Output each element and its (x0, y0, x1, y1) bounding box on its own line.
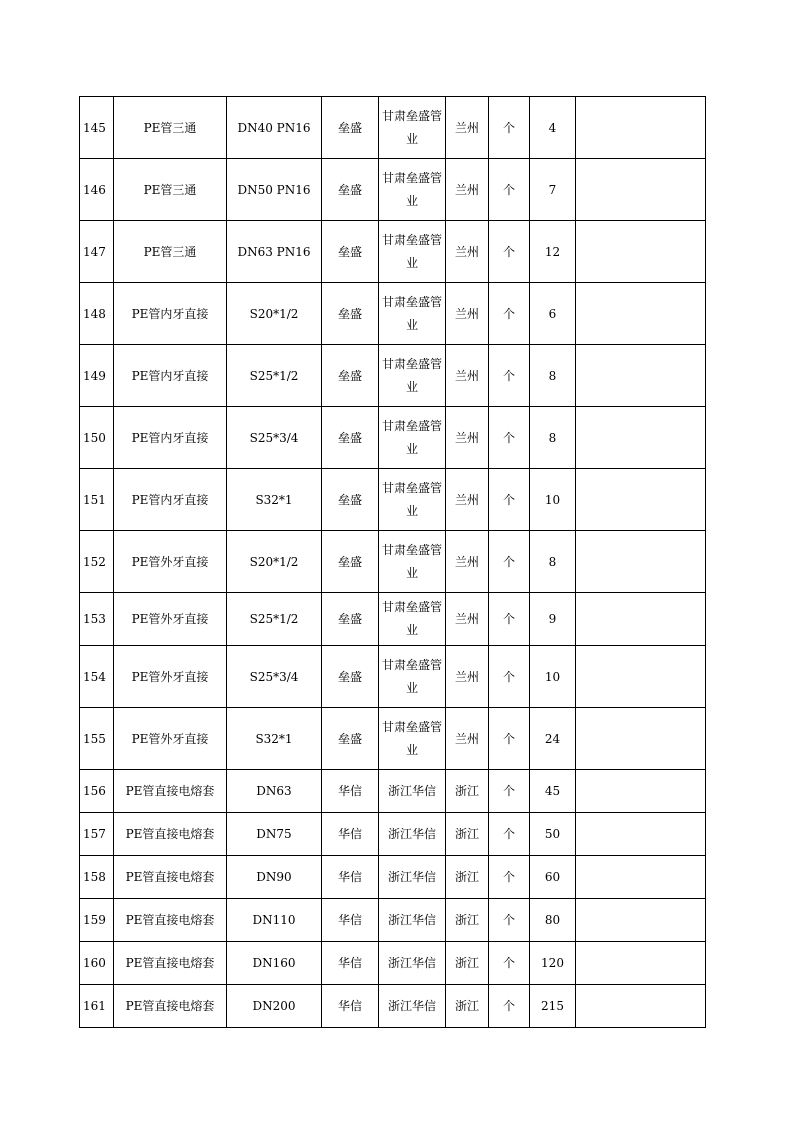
item-origin: 浙江 (446, 942, 489, 985)
item-spec: DN63 (227, 770, 322, 813)
item-maker: 浙江华信 (379, 856, 446, 899)
item-maker (379, 159, 446, 221)
table-row (80, 942, 706, 985)
item-origin: 兰州 (446, 407, 489, 469)
item-maker: 浙江华信 (379, 899, 446, 942)
item-brand: 垒盛 (322, 646, 379, 708)
row-number: 147 (80, 221, 114, 283)
item-spec: S25*1/2 (227, 345, 322, 407)
item-name: PE管外牙直接 (114, 593, 227, 646)
item-origin: 兰州 (446, 221, 489, 283)
item-name: PE管内牙直接 (114, 407, 227, 469)
row-number: 151 (80, 469, 114, 531)
item-remark (576, 708, 706, 770)
materials-table (79, 96, 706, 1028)
item-brand: 华信 (322, 942, 379, 985)
item-brand: 华信 (322, 770, 379, 813)
item-remark (576, 97, 706, 159)
item-spec: DN63 PN16 (227, 221, 322, 283)
item-maker-text: 甘肃垒盛管业 (382, 170, 443, 208)
table-row (80, 531, 706, 593)
item-maker (379, 708, 446, 770)
item-remark (576, 899, 706, 942)
item-remark (576, 469, 706, 531)
item-maker: 浙江华信 (379, 813, 446, 856)
item-unit: 个 (489, 708, 530, 770)
item-brand: 垒盛 (322, 407, 379, 469)
item-maker-text: 甘肃垒盛管业 (382, 542, 443, 580)
item-remark (576, 221, 706, 283)
item-origin: 浙江 (446, 770, 489, 813)
item-maker-text: 甘肃垒盛管业 (382, 294, 443, 332)
item-origin: 兰州 (446, 283, 489, 345)
row-number: 150 (80, 407, 114, 469)
table-row (80, 770, 706, 813)
item-unit: 个 (489, 97, 530, 159)
item-unit: 个 (489, 469, 530, 531)
row-number: 146 (80, 159, 114, 221)
item-spec: S20*1/2 (227, 283, 322, 345)
item-origin: 兰州 (446, 531, 489, 593)
item-brand: 垒盛 (322, 283, 379, 345)
item-remark (576, 345, 706, 407)
item-unit: 个 (489, 770, 530, 813)
row-number: 153 (80, 593, 114, 646)
table-row (80, 708, 706, 770)
item-unit: 个 (489, 159, 530, 221)
item-name: PE管内牙直接 (114, 469, 227, 531)
item-maker: 浙江华信 (379, 770, 446, 813)
item-spec: S25*3/4 (227, 646, 322, 708)
row-number: 156 (80, 770, 114, 813)
row-number: 158 (80, 856, 114, 899)
item-maker-text: 甘肃垒盛管业 (382, 719, 443, 757)
item-origin: 兰州 (446, 646, 489, 708)
item-maker-text: 甘肃垒盛管业 (382, 232, 443, 270)
item-unit: 个 (489, 646, 530, 708)
item-maker (379, 593, 446, 646)
row-number: 149 (80, 345, 114, 407)
item-spec: DN160 (227, 942, 322, 985)
item-origin: 浙江 (446, 985, 489, 1028)
item-unit: 个 (489, 813, 530, 856)
item-maker (379, 646, 446, 708)
item-qty: 50 (530, 813, 576, 856)
item-qty: 215 (530, 985, 576, 1028)
item-qty: 10 (530, 646, 576, 708)
row-number: 161 (80, 985, 114, 1028)
item-brand: 华信 (322, 813, 379, 856)
item-spec: S32*1 (227, 708, 322, 770)
item-unit: 个 (489, 531, 530, 593)
item-name: PE管直接电熔套 (114, 813, 227, 856)
item-remark (576, 856, 706, 899)
item-maker: 浙江华信 (379, 985, 446, 1028)
item-maker-text: 甘肃垒盛管业 (382, 657, 443, 695)
item-spec: S25*3/4 (227, 407, 322, 469)
item-remark (576, 531, 706, 593)
table-row (80, 159, 706, 221)
item-remark (576, 813, 706, 856)
item-remark (576, 159, 706, 221)
item-name: PE管三通 (114, 97, 227, 159)
row-number: 159 (80, 899, 114, 942)
item-spec: DN40 PN16 (227, 97, 322, 159)
item-qty: 45 (530, 770, 576, 813)
row-number: 160 (80, 942, 114, 985)
item-origin: 兰州 (446, 159, 489, 221)
item-remark (576, 646, 706, 708)
item-maker (379, 407, 446, 469)
table-row (80, 899, 706, 942)
item-qty: 80 (530, 899, 576, 942)
item-name: PE管外牙直接 (114, 646, 227, 708)
item-maker (379, 221, 446, 283)
row-number: 152 (80, 531, 114, 593)
item-remark (576, 283, 706, 345)
item-qty: 7 (530, 159, 576, 221)
item-qty: 8 (530, 345, 576, 407)
item-spec: S25*1/2 (227, 593, 322, 646)
item-maker-text: 甘肃垒盛管业 (382, 418, 443, 456)
item-qty: 6 (530, 283, 576, 345)
item-spec: DN90 (227, 856, 322, 899)
item-origin: 浙江 (446, 899, 489, 942)
item-name: PE管直接电熔套 (114, 899, 227, 942)
item-spec: S32*1 (227, 469, 322, 531)
table-row (80, 856, 706, 899)
item-maker (379, 531, 446, 593)
table-row (80, 593, 706, 646)
item-spec: DN200 (227, 985, 322, 1028)
item-name: PE管直接电熔套 (114, 856, 227, 899)
item-spec: DN50 PN16 (227, 159, 322, 221)
item-maker-text: 甘肃垒盛管业 (382, 108, 443, 146)
item-brand: 华信 (322, 899, 379, 942)
table-row (80, 985, 706, 1028)
item-qty: 8 (530, 407, 576, 469)
table-row (80, 469, 706, 531)
item-qty: 120 (530, 942, 576, 985)
item-unit: 个 (489, 593, 530, 646)
item-brand: 垒盛 (322, 345, 379, 407)
item-spec: DN75 (227, 813, 322, 856)
item-unit: 个 (489, 283, 530, 345)
item-name: PE管直接电熔套 (114, 985, 227, 1028)
row-number: 155 (80, 708, 114, 770)
item-name: PE管内牙直接 (114, 283, 227, 345)
row-number: 145 (80, 97, 114, 159)
table-row (80, 813, 706, 856)
table-body (80, 97, 706, 1028)
table-row (80, 345, 706, 407)
item-brand: 华信 (322, 985, 379, 1028)
item-remark (576, 985, 706, 1028)
item-origin: 兰州 (446, 97, 489, 159)
item-remark (576, 770, 706, 813)
item-brand: 垒盛 (322, 221, 379, 283)
item-qty: 24 (530, 708, 576, 770)
item-unit: 个 (489, 345, 530, 407)
item-unit: 个 (489, 899, 530, 942)
item-qty: 12 (530, 221, 576, 283)
table-row (80, 646, 706, 708)
item-maker-text: 甘肃垒盛管业 (382, 600, 443, 637)
item-brand: 垒盛 (322, 593, 379, 646)
row-number: 157 (80, 813, 114, 856)
item-name: PE管外牙直接 (114, 531, 227, 593)
item-brand: 垒盛 (322, 97, 379, 159)
row-number: 154 (80, 646, 114, 708)
item-maker (379, 97, 446, 159)
item-name: PE管三通 (114, 221, 227, 283)
item-name: PE管直接电熔套 (114, 942, 227, 985)
table-row (80, 407, 706, 469)
item-unit: 个 (489, 407, 530, 469)
item-unit: 个 (489, 856, 530, 899)
item-qty: 8 (530, 531, 576, 593)
item-name: PE管外牙直接 (114, 708, 227, 770)
item-origin: 兰州 (446, 708, 489, 770)
item-remark (576, 593, 706, 646)
item-origin: 兰州 (446, 593, 489, 646)
item-brand: 垒盛 (322, 531, 379, 593)
item-brand: 垒盛 (322, 469, 379, 531)
item-qty: 9 (530, 593, 576, 646)
item-origin: 浙江 (446, 813, 489, 856)
item-brand: 垒盛 (322, 159, 379, 221)
item-qty: 10 (530, 469, 576, 531)
item-origin: 兰州 (446, 345, 489, 407)
item-unit: 个 (489, 221, 530, 283)
item-name: PE管直接电熔套 (114, 770, 227, 813)
table-row (80, 221, 706, 283)
item-qty: 60 (530, 856, 576, 899)
item-maker: 浙江华信 (379, 942, 446, 985)
item-origin: 浙江 (446, 856, 489, 899)
item-unit: 个 (489, 942, 530, 985)
item-maker-text: 甘肃垒盛管业 (382, 356, 443, 394)
item-name: PE管三通 (114, 159, 227, 221)
table-row (80, 97, 706, 159)
item-spec: S20*1/2 (227, 531, 322, 593)
item-maker (379, 283, 446, 345)
item-brand: 垒盛 (322, 708, 379, 770)
item-origin: 兰州 (446, 469, 489, 531)
item-remark (576, 942, 706, 985)
item-unit: 个 (489, 985, 530, 1028)
item-maker-text: 甘肃垒盛管业 (382, 480, 443, 518)
item-brand: 华信 (322, 856, 379, 899)
item-maker (379, 469, 446, 531)
row-number: 148 (80, 283, 114, 345)
item-maker (379, 345, 446, 407)
item-name: PE管内牙直接 (114, 345, 227, 407)
item-qty: 4 (530, 97, 576, 159)
item-remark (576, 407, 706, 469)
table-row (80, 283, 706, 345)
item-spec: DN110 (227, 899, 322, 942)
